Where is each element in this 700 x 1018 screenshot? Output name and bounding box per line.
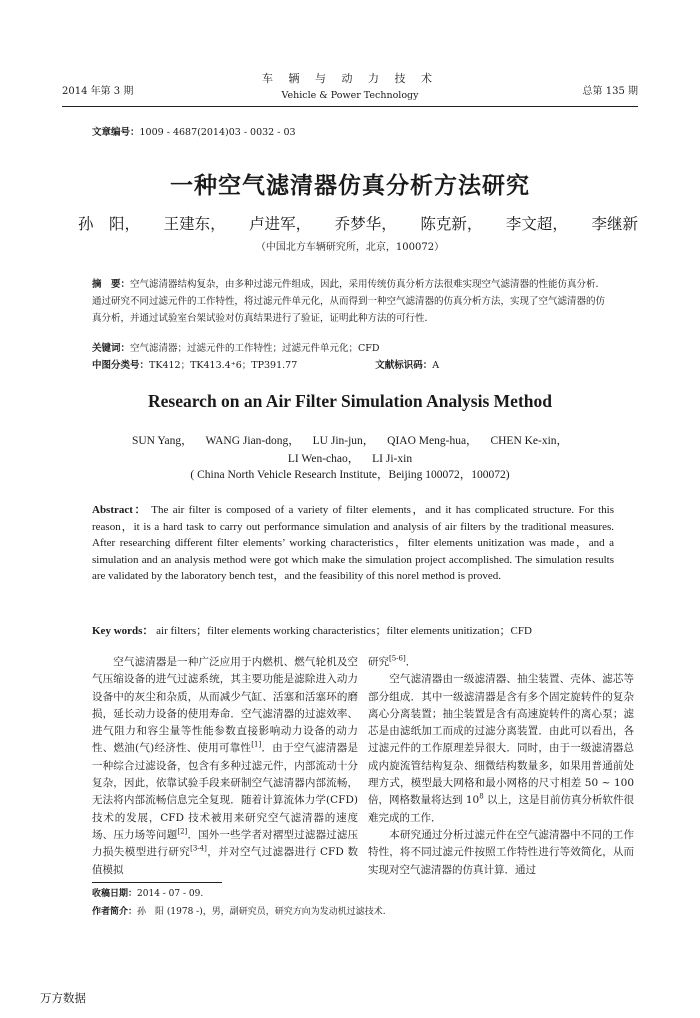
- journal-name: [62, 70, 638, 101]
- keywords-cn-label: 关键词：: [92, 343, 131, 354]
- paragraph-text: ．国外一些学者对褶型过滤器过滤压力损失模型进行研究: [92, 828, 358, 859]
- received-label: 收稿日期：: [92, 889, 138, 899]
- title-cn: 一种空气滤清器仿真分析方法研究: [170, 172, 530, 199]
- author-bio: 孙 阳 (1978 -)，男，副研究员，研究方向为发动机过滤技术.: [137, 907, 386, 917]
- authors-cn: [78, 212, 638, 234]
- keywords-cn-text: 空气滤清器；过滤元件的工作特性；过滤元件单元化；CFD: [130, 343, 380, 354]
- classification: [92, 357, 612, 371]
- abstract-en-text: The air filter is composed of a variety of filter elements，and it has complicated structure. For this reason，it is a hard task to carry out performance simulation and analysis of air filters by the traditional measures. After researching different filter elements’ working characteristics，filter elements unitization was made，and a simulation and an analysis method were got which make the simulation project accomplished. The simulation results are validated by the laboratory bench test，and the feasibility of this norel method is proved.: [92, 504, 615, 582]
- article-number: [92, 124, 296, 138]
- body-right-column: [368, 654, 634, 879]
- title-en: Research on an Air Filter Simulation Analysis Method: [148, 391, 552, 411]
- affiliation-en: ( China North Vehicle Research Institute，Beijing 100072，100072): [190, 469, 510, 481]
- paragraph-text: ，并对空气过滤器进行 CFD 数值模拟: [92, 846, 358, 876]
- author-en: WANG Jian-dong，: [205, 435, 300, 447]
- affiliation-cn: （中国北方车辆研究所，北京，100072）: [255, 242, 445, 253]
- keywords-cn: [92, 340, 612, 354]
- author-cn: 李文超，: [505, 215, 568, 233]
- paragraph-text: 以上，这是目前仿真分析软件很难完成的工作．: [368, 794, 635, 824]
- watermark: 万方数据: [40, 991, 86, 1005]
- paragraph: [368, 654, 634, 671]
- journal-name-cn: 车 辆 与 动 力 技 术: [262, 72, 438, 85]
- paragraph-text: 本研究通过分析过滤元件在空气滤清器中不同的工作特性，将不同过滤元件按照工作特性进行等效简化，从而实现对空气滤清器的仿真计算．通过: [368, 828, 635, 876]
- keywords-en-label: Key words：: [92, 625, 154, 637]
- author-cn: 王建东，: [163, 215, 226, 233]
- doc-code-label: 文献标识码：: [375, 360, 433, 371]
- author-en: LI Ji-xin: [372, 453, 413, 465]
- paragraph: [368, 671, 634, 827]
- abstract-cn: [92, 276, 612, 327]
- paragraph-text: ．由于空气滤清器是一种综合过滤设备，包含有多种过滤元件，内部流动十分复杂，因此，依靠试验手段来研制空气滤清器内部流畅，无法将内部流畅信息完全复现．随着计算流体力学(CFD)技术的发展，CFD 技术被用来研究空气滤清器的速度场、压力场等问题: [92, 742, 358, 841]
- author-en: SUN Yang，: [131, 435, 193, 447]
- author-cn: 李继新: [591, 215, 638, 233]
- article-number-label: 文章编号：: [92, 127, 140, 138]
- footnote-divider: [92, 882, 222, 883]
- body-left-column: [92, 654, 358, 879]
- keywords-en: [92, 622, 614, 638]
- author-cn: 乔梦华，: [334, 215, 397, 233]
- paragraph: [368, 827, 634, 879]
- author-bio-label: 作者简介：: [92, 907, 138, 917]
- citation: [3-4]: [190, 844, 207, 853]
- keywords-en-text: air filters；filter elements working characteristics；filter elements unitization；CFD: [156, 625, 532, 637]
- exponent: 8: [479, 792, 484, 801]
- paragraph-text: 空气滤清器是一种广泛应用于内燃机、燃气轮机及空气压缩设备的进气过滤系统，其主要功能是滤除进入动力设备中的灰尘和杂质，从而减少气缸、活塞和活塞环的磨损，延长动力设备的使用寿命．空气滤清器的过滤效率、进气阻力和容尘量等性能参数直接影响动力设备的动力性、燃油(气)经济性、使用可靠性: [92, 656, 359, 755]
- footnote-author: [92, 904, 386, 917]
- paragraph: [92, 654, 358, 879]
- authors-en-line1: [60, 432, 640, 450]
- paragraph-text: 研究: [368, 656, 389, 668]
- author-cn: 卢进军，: [249, 215, 312, 233]
- running-header: [62, 70, 638, 107]
- article-number-value: 1009 - 4687(2014)03 - 0032 - 03: [139, 127, 296, 138]
- clc-label: 中图分类号：: [92, 360, 150, 371]
- citation: [2]: [177, 827, 188, 836]
- author-cn: 孙 阳，: [78, 215, 141, 233]
- abstract-en: [92, 502, 614, 585]
- paragraph-text: 空气滤清器由一级滤清器、抽尘装置、壳体、滤芯等部分组成．其中一级滤清器是含有多个固定旋转件的复杂离心分离装置；抽尘装置是含有高速旋转件的离心泵；滤芯是由滤纸加工而成的过滤分离装置．由此可以看出，各过滤元件的工作原理差异很大．同时，由于一级滤清器总成内旋流管结构复杂、细微结构数量多，如果用普通前处理方式，模型最大网格和最小网格的尺寸相差 50 ~ 100 倍，网格数量将达到 10: [368, 673, 635, 807]
- author-en: CHEN Ke-xin，: [490, 435, 569, 447]
- author-en: LI Wen-chao，: [287, 453, 360, 465]
- authors-en: [60, 432, 640, 468]
- received-date: 2014 - 07 - 09.: [137, 889, 204, 899]
- paragraph-text: ．: [405, 656, 417, 668]
- doc-code-value: A: [432, 360, 440, 371]
- journal-name-en: Vehicle & Power Technology: [281, 90, 419, 101]
- abstract-en-label: Abstract：: [92, 504, 148, 516]
- abstract-cn-label: 摘 要：: [92, 279, 131, 290]
- citation: [1]: [251, 740, 262, 749]
- issue-label: 2014 年第 3 期: [62, 86, 134, 97]
- footnote-received: [92, 886, 203, 899]
- author-cn: 陈克新，: [420, 215, 483, 233]
- abstract-cn-text: 空气滤清器结构复杂，由多种过滤元件组成，因此，采用传统仿真分析方法很难实现空气滤清器的性能仿真分析．通过研究不同过滤元件的工作特性，将过滤元件单元化，从而得到一种空气滤清器的仿真分析方法，实现了空气滤清器的仿真分析，并通过试验室台架试验对仿真结果进行了验证，证明此种方法的可行性．: [92, 279, 606, 324]
- author-en: LU Jin-jun，: [312, 435, 375, 447]
- author-en: QIAO Meng-hua，: [387, 435, 478, 447]
- citation: [5-6]: [389, 654, 406, 663]
- clc-value: TK412；TK413.4⁺6；TP391.77: [149, 360, 298, 371]
- total-issue-label: 总第 135 期: [582, 86, 638, 97]
